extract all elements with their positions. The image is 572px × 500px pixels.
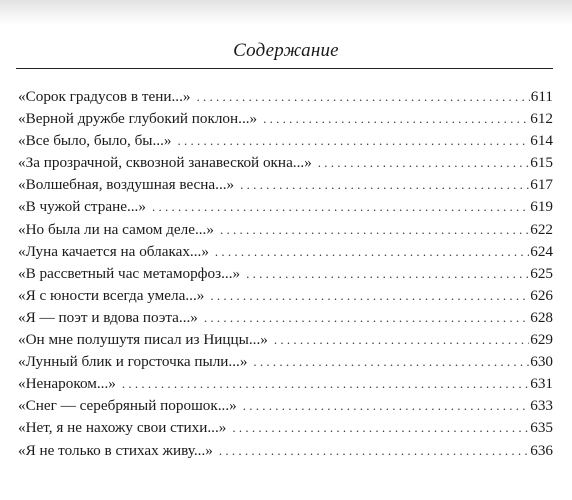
dot-leader xyxy=(220,222,529,238)
dot-leader xyxy=(204,310,529,326)
dot-leader xyxy=(246,266,529,282)
toc-entry-title: «Нет, я не нахожу свои стихи...» xyxy=(18,419,227,437)
dot-leader xyxy=(240,177,529,193)
toc-entry-page: 624 xyxy=(530,242,553,260)
toc-entry-page: 636 xyxy=(530,441,553,459)
toc-entry-title: «Верной дружбе глубокий поклон...» xyxy=(18,110,258,128)
toc-entry[interactable] xyxy=(18,375,553,397)
toc-entry-title: «В рассветный час метаморфоз...» xyxy=(18,264,241,282)
toc-entry-page: 615 xyxy=(530,154,553,172)
dot-leader xyxy=(122,376,529,392)
dot-leader xyxy=(152,199,529,215)
toc-entry[interactable] xyxy=(18,331,553,353)
toc-entry-page: 617 xyxy=(530,176,553,194)
toc-entry-title: «В чужой стране...» xyxy=(18,198,146,216)
dot-leader xyxy=(215,244,529,260)
dot-leader xyxy=(318,155,529,171)
toc-entry[interactable] xyxy=(18,309,553,331)
page-edge-shade xyxy=(0,0,572,26)
header-divider xyxy=(16,68,553,69)
toc-entry-title: «Волшебная, воздушная весна...» xyxy=(18,176,235,194)
dot-leader xyxy=(263,111,529,127)
toc-entry[interactable] xyxy=(18,287,553,309)
toc-entry-title: «За прозрачной, сквозной занавеской окна...» xyxy=(18,154,312,172)
toc-entry-page: 629 xyxy=(530,331,553,349)
page-title: Содержание xyxy=(233,40,339,61)
toc-entry[interactable] xyxy=(18,419,553,441)
toc-entry-title: «Но была ли на самом деле...» xyxy=(18,220,214,238)
toc-entry[interactable] xyxy=(18,265,553,287)
toc-entry-page: 625 xyxy=(530,264,553,282)
dot-leader xyxy=(219,443,529,459)
toc-header xyxy=(0,40,572,62)
table-of-contents xyxy=(18,88,553,464)
toc-entry-page: 622 xyxy=(530,220,553,238)
toc-entry-title: «Я с юности всегда умела...» xyxy=(18,286,205,304)
toc-entry-page: 611 xyxy=(530,88,553,105)
toc-entry-title: «Ненароком...» xyxy=(18,375,116,393)
toc-entry-page: 612 xyxy=(530,110,553,128)
toc-entry[interactable] xyxy=(18,132,553,154)
dot-leader xyxy=(243,398,529,414)
toc-entry-page: 628 xyxy=(530,308,553,326)
toc-entry-page: 633 xyxy=(530,397,553,415)
toc-entry-title: «Все было, было, бы...» xyxy=(18,132,172,150)
toc-entry[interactable] xyxy=(18,88,553,110)
toc-entry[interactable] xyxy=(18,176,553,198)
toc-entry-page: 626 xyxy=(530,286,553,304)
toc-entry-title: «Я — поэт и вдова поэта...» xyxy=(18,308,198,326)
dot-leader xyxy=(210,288,529,304)
toc-entry-page: 635 xyxy=(530,419,553,437)
toc-entry-page: 614 xyxy=(530,132,553,150)
toc-entry-page: 619 xyxy=(530,198,553,216)
toc-entry-title: «Лунный блик и горсточка пыли...» xyxy=(18,353,248,371)
toc-entry-title: «Снег — серебряный порошок...» xyxy=(18,397,237,415)
toc-entry-page: 630 xyxy=(530,353,553,371)
dot-leader xyxy=(196,89,529,105)
dot-leader xyxy=(274,332,529,348)
toc-entry[interactable] xyxy=(18,397,553,419)
dot-leader xyxy=(232,420,529,436)
toc-entry-title: «Луна качается на облаках...» xyxy=(18,242,209,260)
dot-leader xyxy=(253,354,529,370)
dot-leader xyxy=(178,133,530,149)
toc-entry[interactable] xyxy=(18,221,553,243)
toc-entry-title: «Я не только в стихах живу...» xyxy=(18,441,213,459)
toc-entry[interactable] xyxy=(18,154,553,176)
toc-entry[interactable] xyxy=(18,353,553,375)
toc-entry[interactable] xyxy=(18,198,553,220)
toc-entry-title: «Сорок градусов в тени...» xyxy=(18,88,191,105)
toc-entry-title: «Он мне полушутя писал из Ниццы...» xyxy=(18,331,268,349)
toc-entry[interactable] xyxy=(18,442,553,464)
toc-entry[interactable] xyxy=(18,243,553,265)
toc-entry-page: 631 xyxy=(530,375,553,393)
toc-entry[interactable] xyxy=(18,110,553,132)
